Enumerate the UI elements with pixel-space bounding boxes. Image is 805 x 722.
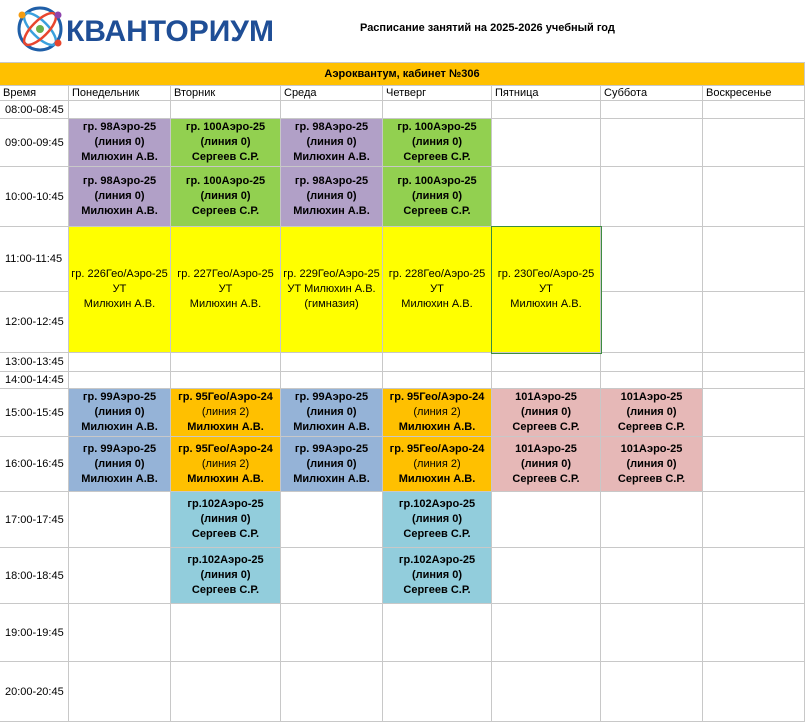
section-banner: Аэроквантум, кабинет №306 bbox=[0, 62, 805, 86]
lesson-line: Сергеев С.Р. bbox=[191, 528, 260, 540]
empty-slot bbox=[703, 604, 805, 662]
empty-slot bbox=[171, 372, 281, 389]
lesson-line: гр. 230Гео/Аэро-25 bbox=[497, 268, 595, 280]
lesson-cell[interactable] bbox=[171, 437, 281, 492]
empty-slot bbox=[601, 353, 703, 372]
lesson-line: гр.102Аэро-25 bbox=[398, 498, 476, 510]
empty-slot bbox=[281, 492, 383, 548]
empty-slot bbox=[492, 492, 601, 548]
lesson-cell[interactable] bbox=[601, 437, 703, 492]
lesson-cell[interactable] bbox=[383, 119, 492, 167]
empty-slot bbox=[492, 662, 601, 722]
empty-slot bbox=[601, 101, 703, 119]
empty-slot bbox=[492, 119, 601, 167]
lesson-line: гр. 100Аэро-25 bbox=[397, 175, 477, 187]
day-header: Пятница bbox=[492, 86, 601, 101]
lesson-line: 101Аэро-25 bbox=[515, 442, 577, 455]
lesson-line: Милюхин А.В. bbox=[81, 472, 158, 485]
lesson-line: Милюхин А.В. bbox=[189, 298, 262, 310]
lesson-line: Сергеев С.Р. bbox=[191, 151, 260, 163]
empty-slot bbox=[171, 353, 281, 372]
lesson-line: УТ bbox=[218, 283, 233, 295]
lesson-line: Милюхин А.В. bbox=[187, 421, 264, 433]
empty-slot bbox=[703, 227, 805, 292]
lesson-line: (линия 0) bbox=[411, 136, 463, 148]
lesson-line: (линия 0) bbox=[200, 136, 251, 148]
lesson-line: (линия 0) bbox=[200, 569, 251, 581]
time-slot: 08:00-08:45 bbox=[0, 101, 69, 119]
lesson-line: гр. 95Гео/Аэро-24 bbox=[178, 391, 273, 403]
lesson-line: (линия 0) bbox=[520, 457, 572, 470]
lesson-line: 101Аэро-25 bbox=[620, 391, 683, 403]
empty-slot bbox=[703, 119, 805, 167]
lesson-line: Милюхин А.В. bbox=[401, 298, 473, 310]
lesson-line: (линия 0) bbox=[200, 513, 251, 525]
lesson-line: Сергеев С.Р. bbox=[403, 528, 471, 540]
empty-slot bbox=[492, 167, 601, 227]
lesson-line: гр. 98Аэро-25 bbox=[82, 175, 157, 187]
time-slot: 11:00-11:45 bbox=[0, 227, 69, 292]
lesson-line: гр.102Аэро-25 bbox=[187, 498, 264, 510]
lesson-line: гр. 100Аэро-25 bbox=[185, 121, 266, 133]
lesson-cell[interactable] bbox=[171, 119, 281, 167]
lesson-line: (линия 0) bbox=[520, 406, 572, 418]
lesson-cell[interactable] bbox=[492, 227, 601, 353]
empty-slot bbox=[281, 101, 383, 119]
empty-slot bbox=[601, 604, 703, 662]
lesson-cell[interactable] bbox=[492, 437, 601, 492]
lesson-cell[interactable] bbox=[171, 389, 281, 437]
lesson-line: Милюхин А.В. bbox=[398, 472, 476, 485]
empty-slot bbox=[601, 548, 703, 604]
lesson-line: (линия 2) bbox=[413, 457, 461, 470]
day-header: Понедельник bbox=[69, 86, 171, 101]
empty-slot bbox=[703, 372, 805, 389]
lesson-cell[interactable] bbox=[171, 548, 281, 604]
page-title: Расписание занятий на 2025-2026 учебный год bbox=[360, 22, 615, 34]
empty-slot bbox=[69, 604, 171, 662]
lesson-line: Милюхин А.В. bbox=[293, 472, 370, 485]
day-header: Среда bbox=[281, 86, 383, 101]
logo-text: КВАНТОРИУМ bbox=[66, 15, 274, 48]
lesson-cell[interactable] bbox=[383, 227, 492, 353]
lesson-line: (линия 0) bbox=[94, 136, 145, 148]
empty-slot bbox=[492, 353, 601, 372]
lesson-cell[interactable] bbox=[281, 437, 383, 492]
lesson-line: (линия 2) bbox=[201, 457, 250, 470]
empty-slot bbox=[703, 492, 805, 548]
day-header: Воскресенье bbox=[703, 86, 805, 101]
lesson-line: гр. 226Гео/Аэро-25 bbox=[71, 268, 168, 280]
empty-slot bbox=[383, 353, 492, 372]
lesson-cell[interactable] bbox=[69, 389, 171, 437]
lesson-line: УТ bbox=[539, 283, 553, 295]
empty-slot bbox=[601, 119, 703, 167]
time-slot: 18:00-18:45 bbox=[0, 548, 69, 604]
empty-slot bbox=[601, 662, 703, 722]
lesson-line: (линия 0) bbox=[200, 190, 251, 202]
time-slot: 12:00-12:45 bbox=[0, 292, 69, 353]
lesson-line: УТ bbox=[112, 283, 127, 295]
lesson-line: гр. 98Аэро-25 bbox=[294, 121, 369, 133]
empty-slot bbox=[703, 437, 805, 492]
empty-slot bbox=[171, 604, 281, 662]
empty-slot bbox=[492, 101, 601, 119]
lesson-cell[interactable] bbox=[69, 437, 171, 492]
lesson-line: гр. 98Аэро-25 bbox=[82, 121, 157, 133]
lesson-cell[interactable] bbox=[281, 119, 383, 167]
time-column-header: Время bbox=[0, 86, 69, 101]
empty-slot bbox=[69, 548, 171, 604]
lesson-cell[interactable] bbox=[69, 167, 171, 227]
lesson-line: 101Аэро-25 bbox=[620, 442, 683, 455]
lesson-line: гр. 99Аэро-25 bbox=[82, 391, 157, 403]
lesson-line: гр. 99Аэро-25 bbox=[82, 442, 157, 455]
lesson-line: гр. 98Аэро-25 bbox=[294, 175, 369, 187]
lesson-line: гр.102Аэро-25 bbox=[187, 554, 264, 566]
empty-slot bbox=[69, 101, 171, 119]
empty-slot bbox=[171, 662, 281, 722]
lesson-line: Милюхин А.В. bbox=[398, 421, 476, 433]
lesson-line: (линия 0) bbox=[626, 406, 677, 418]
lesson-line: гр. 95Гео/Аэро-24 bbox=[178, 442, 273, 455]
lesson-line: Милюхин А.В. bbox=[293, 205, 370, 217]
lesson-line: Сергеев С.Р. bbox=[191, 584, 260, 596]
time-slot: 17:00-17:45 bbox=[0, 492, 69, 548]
lesson-line: (линия 0) bbox=[306, 136, 357, 148]
lesson-line: Милюхин А.В. bbox=[187, 472, 264, 485]
lesson-line: (гимназия) bbox=[304, 298, 359, 310]
lesson-cell[interactable] bbox=[383, 492, 492, 548]
lesson-line: (линия 0) bbox=[411, 190, 463, 202]
empty-slot bbox=[69, 492, 171, 548]
empty-slot bbox=[281, 548, 383, 604]
lesson-line: Милюхин А.В. bbox=[293, 421, 370, 433]
lesson-cell[interactable] bbox=[69, 119, 171, 167]
lesson-line: (линия 0) bbox=[306, 406, 357, 418]
lesson-cell[interactable] bbox=[383, 167, 492, 227]
lesson-line: гр. 227Гео/Аэро-25 bbox=[177, 268, 274, 280]
empty-slot bbox=[281, 372, 383, 389]
empty-slot bbox=[703, 101, 805, 119]
lesson-line: Сергеев С.Р. bbox=[512, 472, 580, 485]
lesson-line: (линия 2) bbox=[201, 406, 250, 418]
time-slot: 09:00-09:45 bbox=[0, 119, 69, 167]
day-header: Вторник bbox=[171, 86, 281, 101]
lesson-line: гр.102Аэро-25 bbox=[398, 554, 476, 566]
lesson-line: (линия 0) bbox=[94, 190, 145, 202]
empty-slot bbox=[601, 372, 703, 389]
lesson-line: гр. 99Аэро-25 bbox=[294, 442, 369, 455]
lesson-line: (линия 0) bbox=[306, 190, 357, 202]
time-slot: 16:00-16:45 bbox=[0, 437, 69, 492]
lesson-cell[interactable] bbox=[492, 389, 601, 437]
empty-slot bbox=[69, 372, 171, 389]
lesson-line: (линия 0) bbox=[626, 457, 677, 470]
lesson-line: Милюхин А.В. bbox=[510, 298, 582, 310]
lesson-line: Сергеев С.Р. bbox=[617, 421, 686, 433]
lesson-line: (линия 0) bbox=[94, 457, 145, 470]
lesson-cell[interactable] bbox=[281, 227, 383, 353]
empty-slot bbox=[601, 227, 703, 292]
empty-slot bbox=[601, 167, 703, 227]
lesson-line: Сергеев С.Р. bbox=[617, 472, 686, 485]
lesson-cell[interactable] bbox=[281, 167, 383, 227]
lesson-cell[interactable] bbox=[383, 548, 492, 604]
lesson-cell[interactable] bbox=[171, 227, 281, 353]
empty-slot bbox=[383, 101, 492, 119]
lesson-line: Милюхин А.В. bbox=[81, 205, 158, 217]
lesson-cell[interactable] bbox=[171, 167, 281, 227]
empty-slot bbox=[601, 492, 703, 548]
empty-slot bbox=[492, 548, 601, 604]
empty-slot bbox=[281, 604, 383, 662]
lesson-line: гр. 95Гео/Аэро-24 bbox=[389, 442, 485, 455]
empty-slot bbox=[281, 662, 383, 722]
time-slot: 14:00-14:45 bbox=[0, 372, 69, 389]
day-header: Суббота bbox=[601, 86, 703, 101]
lesson-line: гр. 95Гео/Аэро-24 bbox=[389, 391, 485, 403]
empty-slot bbox=[383, 372, 492, 389]
empty-slot bbox=[703, 353, 805, 372]
lesson-line: (линия 0) bbox=[411, 569, 463, 581]
time-slot: 20:00-20:45 bbox=[0, 662, 69, 722]
time-slot: 15:00-15:45 bbox=[0, 389, 69, 437]
lesson-cell[interactable] bbox=[69, 227, 171, 353]
lesson-cell[interactable] bbox=[281, 389, 383, 437]
lesson-line: 101Аэро-25 bbox=[515, 391, 577, 403]
empty-slot bbox=[171, 101, 281, 119]
lesson-line: Сергеев С.Р. bbox=[403, 151, 471, 163]
lesson-cell[interactable] bbox=[383, 389, 492, 437]
day-header: Четверг bbox=[383, 86, 492, 101]
lesson-line: Сергеев С.Р. bbox=[403, 205, 471, 217]
empty-slot bbox=[703, 389, 805, 437]
empty-slot bbox=[703, 548, 805, 604]
lesson-line: Милюхин А.В. bbox=[293, 151, 370, 163]
lesson-line: гр. 229Гео/Аэро-25 bbox=[283, 268, 380, 280]
empty-slot bbox=[281, 353, 383, 372]
lesson-line: (линия 2) bbox=[413, 406, 461, 418]
empty-slot bbox=[492, 604, 601, 662]
lesson-line: УТ Милюхин А.В. bbox=[287, 283, 376, 295]
lesson-line: УТ bbox=[430, 283, 444, 295]
lesson-line: Милюхин А.В. bbox=[81, 151, 158, 163]
empty-slot bbox=[69, 353, 171, 372]
empty-slot bbox=[492, 372, 601, 389]
lesson-line: гр. 99Аэро-25 bbox=[294, 391, 369, 403]
empty-slot bbox=[383, 604, 492, 662]
empty-slot bbox=[601, 292, 703, 353]
time-slot: 13:00-13:45 bbox=[0, 353, 69, 372]
time-slot: 19:00-19:45 bbox=[0, 604, 69, 662]
lesson-line: Сергеев С.Р. bbox=[191, 205, 260, 217]
lesson-cell[interactable] bbox=[171, 492, 281, 548]
lesson-line: Сергеев С.Р. bbox=[403, 584, 471, 596]
lesson-line: гр. 100Аэро-25 bbox=[185, 175, 266, 187]
lesson-line: Сергеев С.Р. bbox=[512, 421, 580, 433]
lesson-line: гр. 100Аэро-25 bbox=[397, 121, 477, 133]
lesson-cell[interactable] bbox=[383, 437, 492, 492]
lesson-line: Милюхин А.В. bbox=[83, 298, 156, 310]
empty-slot bbox=[703, 662, 805, 722]
lesson-line: (линия 0) bbox=[411, 513, 463, 525]
lesson-line: Милюхин А.В. bbox=[81, 421, 158, 433]
lesson-line: гр. 228Гео/Аэро-25 bbox=[388, 268, 486, 280]
empty-slot bbox=[383, 662, 492, 722]
lesson-line: (линия 0) bbox=[94, 406, 145, 418]
empty-slot bbox=[703, 167, 805, 227]
empty-slot bbox=[703, 292, 805, 353]
time-slot: 10:00-10:45 bbox=[0, 167, 69, 227]
empty-slot bbox=[69, 662, 171, 722]
lesson-cell[interactable] bbox=[601, 389, 703, 437]
lesson-line: (линия 0) bbox=[306, 457, 357, 470]
